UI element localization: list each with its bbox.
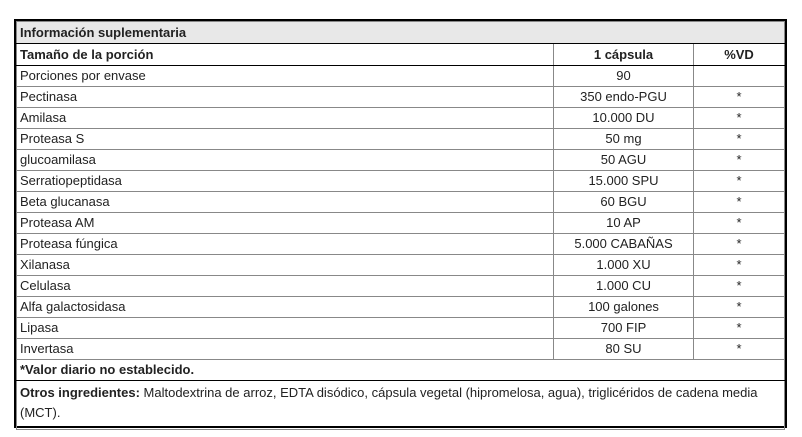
ingredient-amount: 1.000 CU <box>554 276 694 297</box>
ingredient-dv: * <box>694 129 785 150</box>
ingredient-dv: * <box>694 108 785 129</box>
ingredient-name: Proteasa AM <box>17 213 554 234</box>
other-ingredients-label: Otros ingredientes: <box>20 385 140 400</box>
ingredient-name: Invertasa <box>17 339 554 360</box>
table-row <box>17 339 785 360</box>
ingredient-dv <box>694 66 785 87</box>
ingredient-dv: * <box>694 150 785 171</box>
table-row <box>17 213 785 234</box>
other-ingredients-text: Maltodextrina de arroz, EDTA disódico, cápsula vegetal (hipromelosa, agua), triglicéridos de cadena media (MCT). <box>20 385 758 420</box>
table-row <box>17 192 785 213</box>
other-ingredients <box>17 381 785 430</box>
ingredient-name: glucoamilasa <box>17 150 554 171</box>
ingredient-dv: * <box>694 234 785 255</box>
ingredient-name: Pectinasa <box>17 87 554 108</box>
ingredient-dv: * <box>694 276 785 297</box>
ingredient-amount: 15.000 SPU <box>554 171 694 192</box>
supplement-facts-table <box>16 21 785 430</box>
table-row <box>17 276 785 297</box>
title-row <box>17 22 785 44</box>
ingredient-amount: 60 BGU <box>554 192 694 213</box>
ingredient-name: Porciones por envase <box>17 66 554 87</box>
ingredient-dv: * <box>694 87 785 108</box>
ingredient-amount: 5.000 CABAÑAS <box>554 234 694 255</box>
table-row <box>17 150 785 171</box>
daily-value-header: %VD <box>694 44 785 66</box>
table-title: Información suplementaria <box>17 22 785 44</box>
ingredient-amount: 10.000 DU <box>554 108 694 129</box>
table-row <box>17 87 785 108</box>
ingredient-dv: * <box>694 297 785 318</box>
table-row <box>17 255 785 276</box>
ingredient-dv: * <box>694 171 785 192</box>
supplement-facts-panel <box>14 19 787 428</box>
ingredient-name: Beta glucanasa <box>17 192 554 213</box>
ingredient-amount: 100 galones <box>554 297 694 318</box>
ingredient-dv: * <box>694 192 785 213</box>
ingredient-dv: * <box>694 255 785 276</box>
table-row <box>17 129 785 150</box>
ingredient-name: Proteasa S <box>17 129 554 150</box>
ingredient-amount: 350 endo-PGU <box>554 87 694 108</box>
amount-header: 1 cápsula <box>554 44 694 66</box>
table-row <box>17 234 785 255</box>
footnote: *Valor diario no establecido. <box>17 360 785 381</box>
ingredient-name: Amilasa <box>17 108 554 129</box>
table-row <box>17 171 785 192</box>
ingredient-name: Lipasa <box>17 318 554 339</box>
serving-size-header: Tamaño de la porción <box>17 44 554 66</box>
ingredient-name: Serratiopeptidasa <box>17 171 554 192</box>
ingredient-amount: 50 AGU <box>554 150 694 171</box>
ingredient-name: Proteasa fúngica <box>17 234 554 255</box>
table-row <box>17 318 785 339</box>
ingredient-dv: * <box>694 213 785 234</box>
ingredient-name: Alfa galactosidasa <box>17 297 554 318</box>
footnote-row <box>17 360 785 381</box>
ingredient-name: Celulasa <box>17 276 554 297</box>
ingredient-amount: 1.000 XU <box>554 255 694 276</box>
ingredient-amount: 50 mg <box>554 129 694 150</box>
ingredient-amount: 10 AP <box>554 213 694 234</box>
table-row <box>17 297 785 318</box>
ingredient-name: Xilanasa <box>17 255 554 276</box>
ingredient-dv: * <box>694 318 785 339</box>
ingredient-dv: * <box>694 339 785 360</box>
table-row <box>17 66 785 87</box>
table-row <box>17 108 785 129</box>
ingredient-amount: 90 <box>554 66 694 87</box>
ingredient-amount: 80 SU <box>554 339 694 360</box>
header-row <box>17 44 785 66</box>
ingredient-amount: 700 FIP <box>554 318 694 339</box>
other-ingredients-row <box>17 381 785 430</box>
